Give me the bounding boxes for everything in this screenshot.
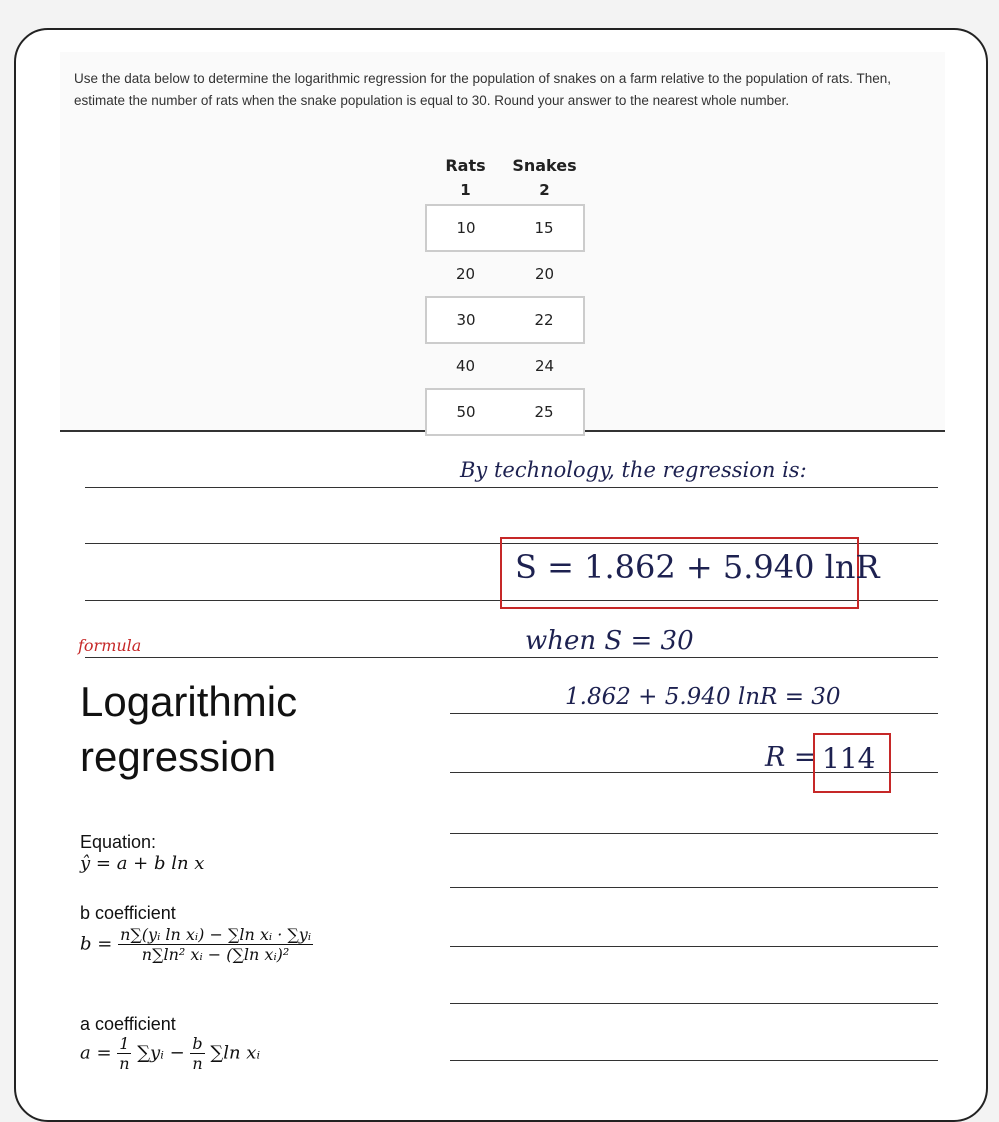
data-table bbox=[425, 154, 585, 436]
table-row bbox=[426, 205, 584, 251]
cell: 24 bbox=[534, 357, 555, 375]
cell: 30 bbox=[426, 297, 505, 343]
problem-photo bbox=[60, 52, 945, 432]
a-frac1-num: 1 bbox=[119, 1034, 130, 1053]
handwritten-equation: S = 1.862 + 5.940 lnR bbox=[515, 548, 880, 586]
problem-text: Use the data below to determine the logarithmic regression for the population of snakes on a farm relative to the population of rats. Then, estimate the number of rats when the snake population is equal to 30. Round your answer to the nearest whole number. bbox=[74, 71, 891, 108]
formula-title: Logarithmic bbox=[80, 678, 298, 725]
table-header bbox=[426, 154, 584, 176]
handwritten-when: when S = 30 bbox=[525, 626, 694, 656]
a-fraction-1 bbox=[117, 1034, 131, 1073]
a-frac2-num: b bbox=[192, 1034, 203, 1053]
table-row bbox=[426, 297, 584, 343]
ruled-line bbox=[450, 887, 938, 888]
b-lhs: b = bbox=[80, 933, 113, 955]
a-lhs: a = bbox=[80, 1042, 112, 1064]
ruled-line bbox=[85, 487, 938, 488]
b-numerator: n∑(yᵢ ln xᵢ) − ∑ln xᵢ · ∑yᵢ bbox=[120, 925, 312, 944]
ruled-line bbox=[450, 1060, 938, 1061]
ruled-line bbox=[450, 946, 938, 947]
equation-label: Equation: bbox=[80, 832, 157, 852]
ruled-line bbox=[450, 1003, 938, 1004]
a-end: ∑ln xᵢ bbox=[210, 1042, 261, 1064]
cell: 50 bbox=[426, 389, 505, 435]
handwritten-intro: By technology, the regression is: bbox=[460, 458, 807, 482]
cell: 20 bbox=[455, 265, 476, 283]
a-coefficient-formula bbox=[80, 1034, 260, 1073]
cell: 2 bbox=[539, 181, 550, 199]
cell: 10 bbox=[426, 205, 505, 251]
handwritten-formula-note: formula bbox=[78, 636, 142, 655]
header-snakes: Snakes bbox=[512, 155, 577, 175]
handwritten-answer-prefix: R = bbox=[765, 742, 817, 773]
a-frac1-den: n bbox=[119, 1054, 130, 1073]
table-row bbox=[426, 251, 584, 297]
a-mid: ∑yᵢ − bbox=[137, 1042, 185, 1064]
a-frac2-den: n bbox=[192, 1054, 203, 1073]
handwritten-solve: 1.862 + 5.940 lnR = 30 bbox=[565, 684, 841, 710]
cell: 22 bbox=[505, 297, 584, 343]
table-row bbox=[426, 343, 584, 389]
table-row bbox=[426, 389, 584, 435]
handwritten-answer: 114 bbox=[822, 742, 876, 775]
formula-title-2: regression bbox=[80, 733, 277, 780]
equation-formula: ŷ = a + b ln x bbox=[80, 853, 205, 874]
ruled-line bbox=[85, 657, 938, 658]
cell: 15 bbox=[505, 205, 584, 251]
b-coefficient-formula bbox=[80, 925, 313, 964]
b-coefficient-label: b coefficient bbox=[80, 903, 176, 923]
cell: 25 bbox=[505, 389, 584, 435]
cell: 40 bbox=[455, 357, 476, 375]
a-coefficient-label: a coefficient bbox=[80, 1014, 176, 1034]
a-fraction-2 bbox=[190, 1034, 204, 1073]
table-row bbox=[426, 176, 584, 205]
cell: 1 bbox=[460, 181, 471, 199]
b-fraction bbox=[118, 925, 313, 964]
cell: 20 bbox=[534, 265, 555, 283]
header-rats: Rats bbox=[445, 155, 486, 175]
b-denominator: n∑ln² xᵢ − (∑ln xᵢ)² bbox=[141, 945, 290, 964]
ruled-line bbox=[450, 833, 938, 834]
ruled-line bbox=[450, 713, 938, 714]
